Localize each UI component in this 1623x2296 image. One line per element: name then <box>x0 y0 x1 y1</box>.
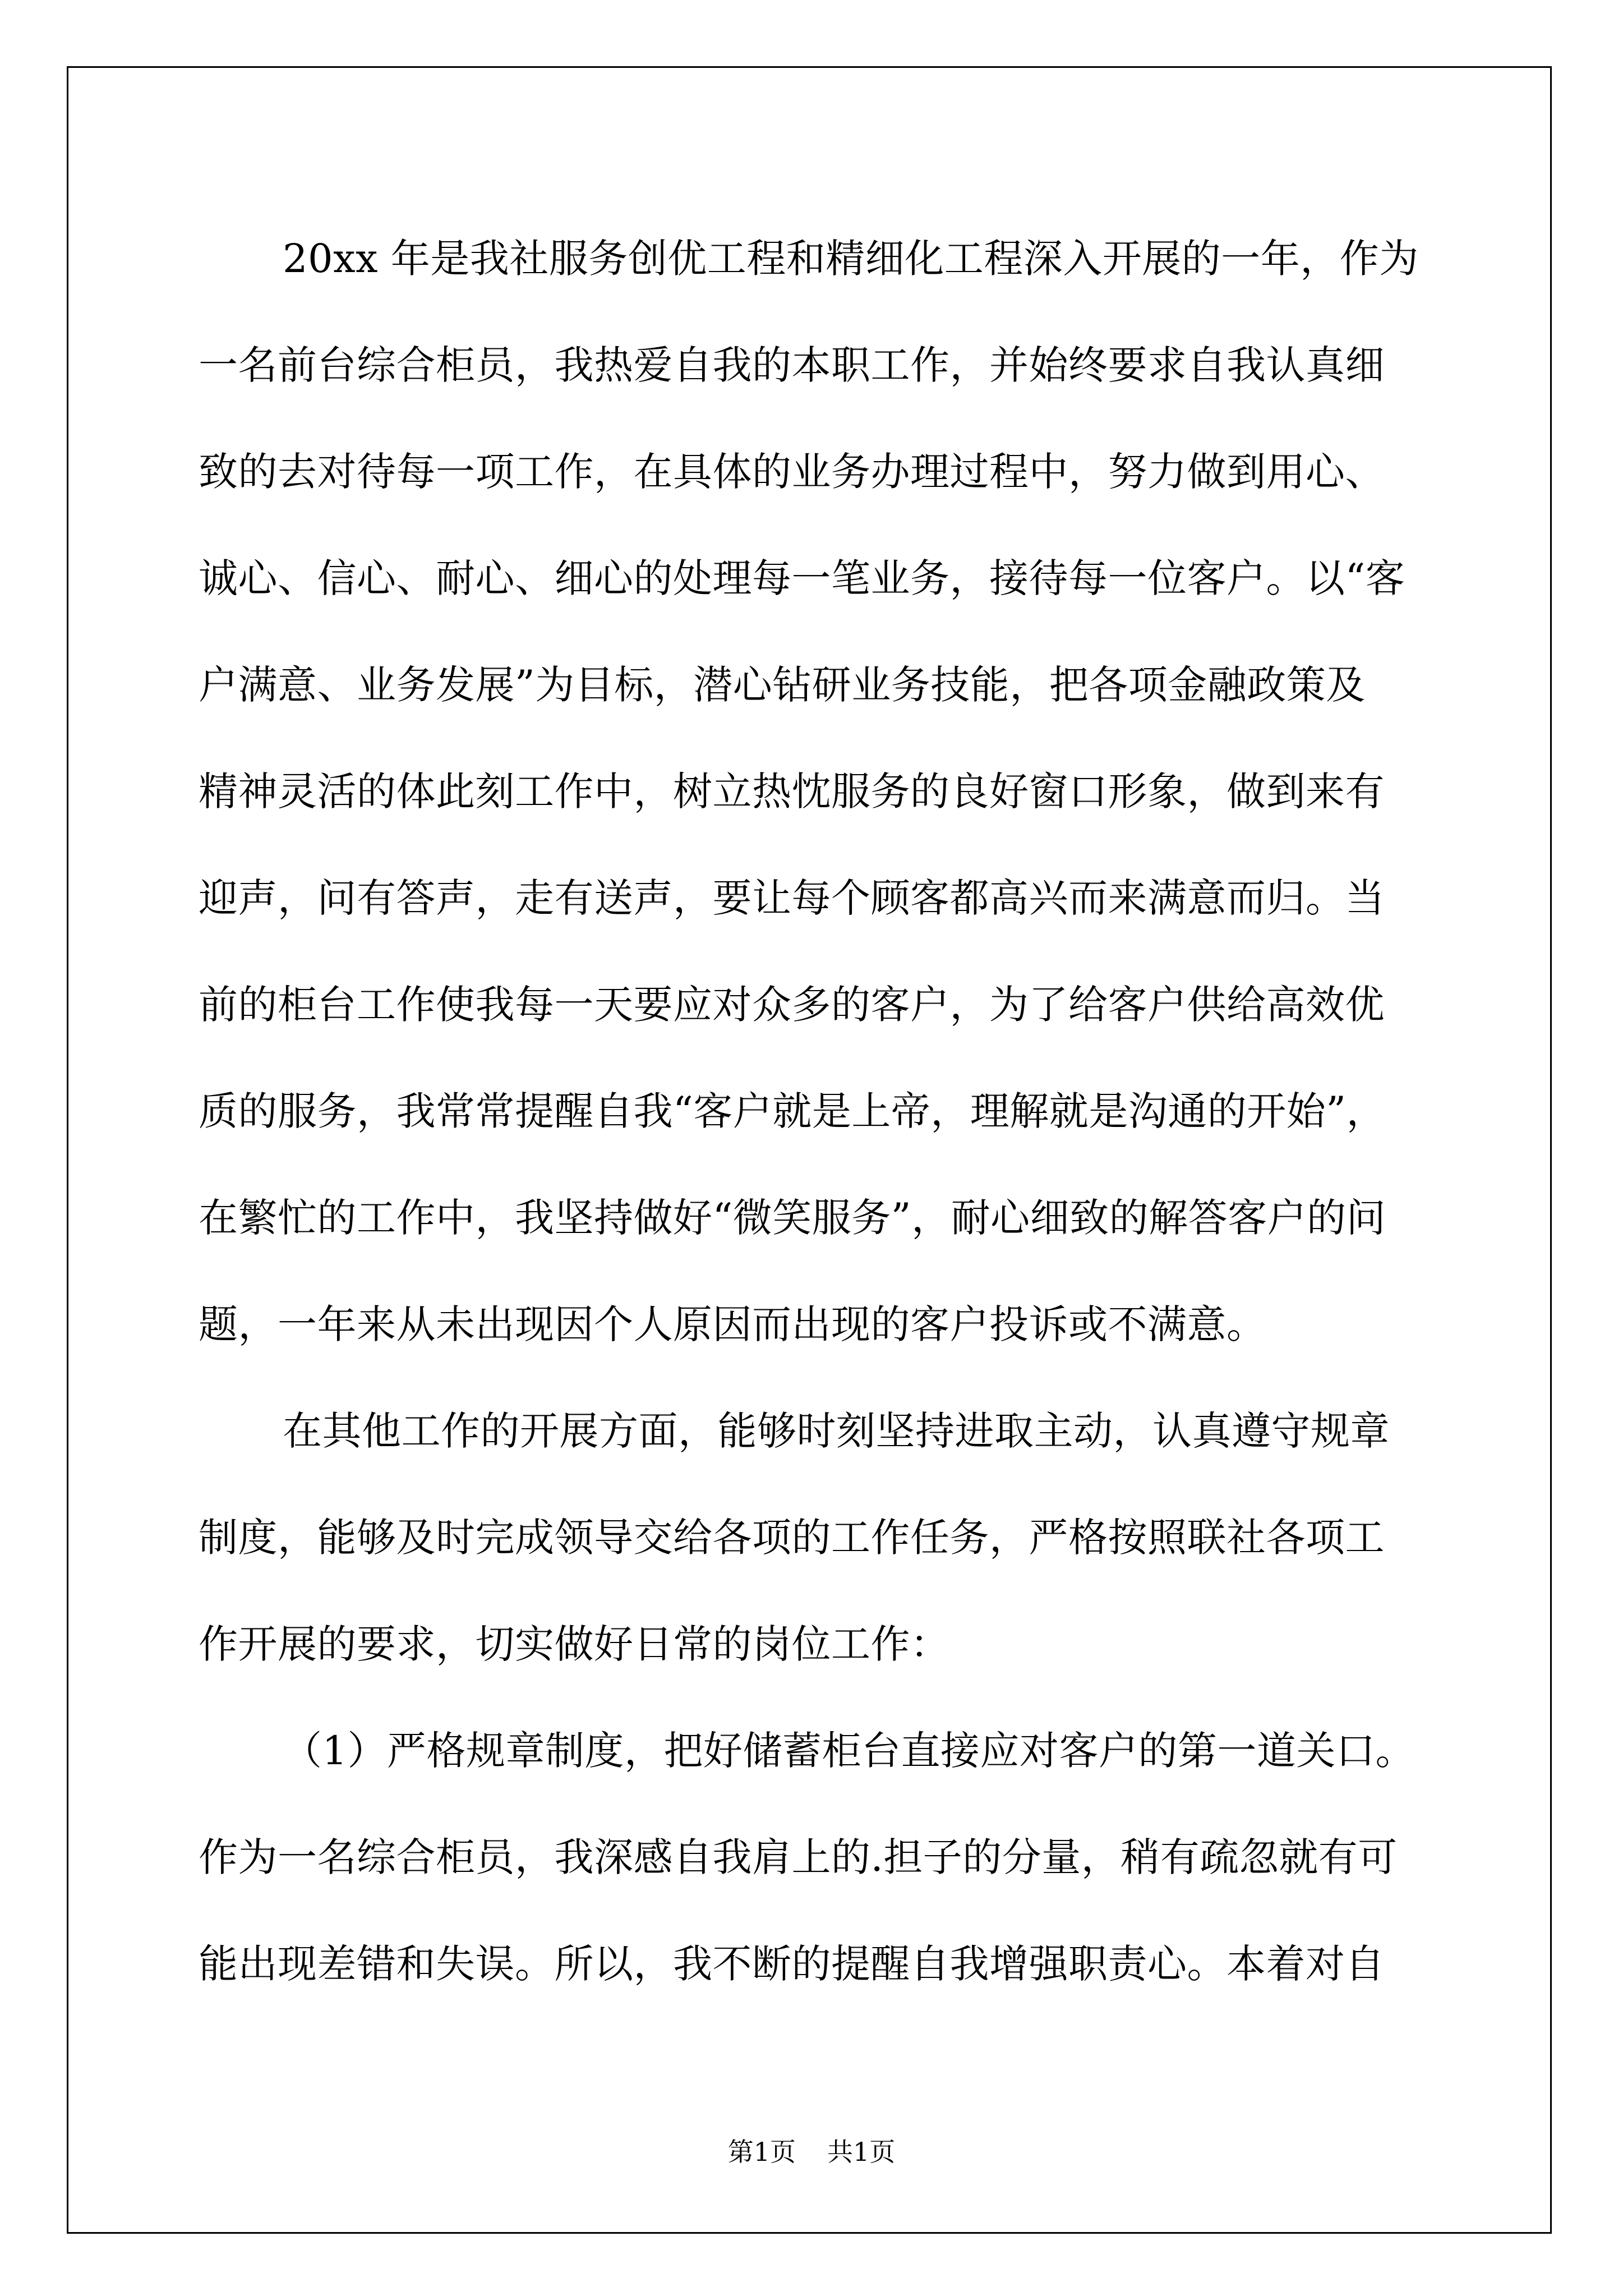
text-line: 作开展的要求，切实做好日常的岗位工作： <box>199 1621 950 1667</box>
text-line: 在其他工作的开展方面，能够时刻坚持进取主动，认真遵守规章 <box>283 1408 1390 1454</box>
page-number: 第1页 <box>727 2137 796 2167</box>
text-line: 户满意、业务发展”为目标，潜心钻研业务技能，把各项金融政策及 <box>199 662 1366 708</box>
text-line: 诚心、信心、耐心、细心的处理每一笔业务，接待每一位客户。以“客 <box>199 555 1405 601</box>
page-footer <box>0 2132 1623 2169</box>
text-line: 前的柜台工作使我每一天要应对众多的客户，为了给客户供给高效优 <box>199 982 1385 1028</box>
text-line: 迎声，问有答声，走有送声，要让每个顾客都高兴而来满意而归。当 <box>199 875 1385 921</box>
paragraph-2 <box>199 1378 1427 1697</box>
paragraph-1 <box>199 205 1427 1378</box>
text-line: 一名前台综合柜员，我热爱自我的本职工作，并始终要求自我认真细 <box>199 342 1385 388</box>
text-line: 作为一名综合柜员，我深感自我肩上的.担子的分量，稍有疏忽就有可 <box>199 1834 1398 1880</box>
text-line: （1）严格规章制度，把好储蓄柜台直接应对客户的第一道关口。 <box>283 1728 1415 1774</box>
page-total: 共1页 <box>827 2137 896 2167</box>
text-line: 致的去对待每一项工作，在具体的业务办理过程中，努力做到用心、 <box>199 449 1385 495</box>
text-line: 制度，能够及时完成领导交给各项的工作任务，严格按照联社各项工 <box>199 1515 1385 1561</box>
document-body <box>199 205 1427 2017</box>
text-line: 精神灵活的体此刻工作中，树立热忱服务的良好窗口形象，做到来有 <box>199 769 1385 815</box>
text-line: 20xx 年是我社服务创优工程和精细化工程深入开展的一年，作为 <box>283 236 1419 282</box>
text-line: 题，一年来从未出现因个人原因而出现的客户投诉或不满意。 <box>199 1301 1266 1347</box>
text-line: 质的服务，我常常提醒自我“客户就是上帝，理解就是沟通的开始”， <box>199 1088 1386 1134</box>
paragraph-3 <box>199 1697 1427 2017</box>
text-line: 在繁忙的工作中，我坚持做好“微笑服务”，耐心细致的解答客户的问 <box>199 1195 1386 1241</box>
text-line: 能出现差错和失误。所以，我不断的提醒自我增强职责心。本着对自 <box>199 1941 1385 1987</box>
